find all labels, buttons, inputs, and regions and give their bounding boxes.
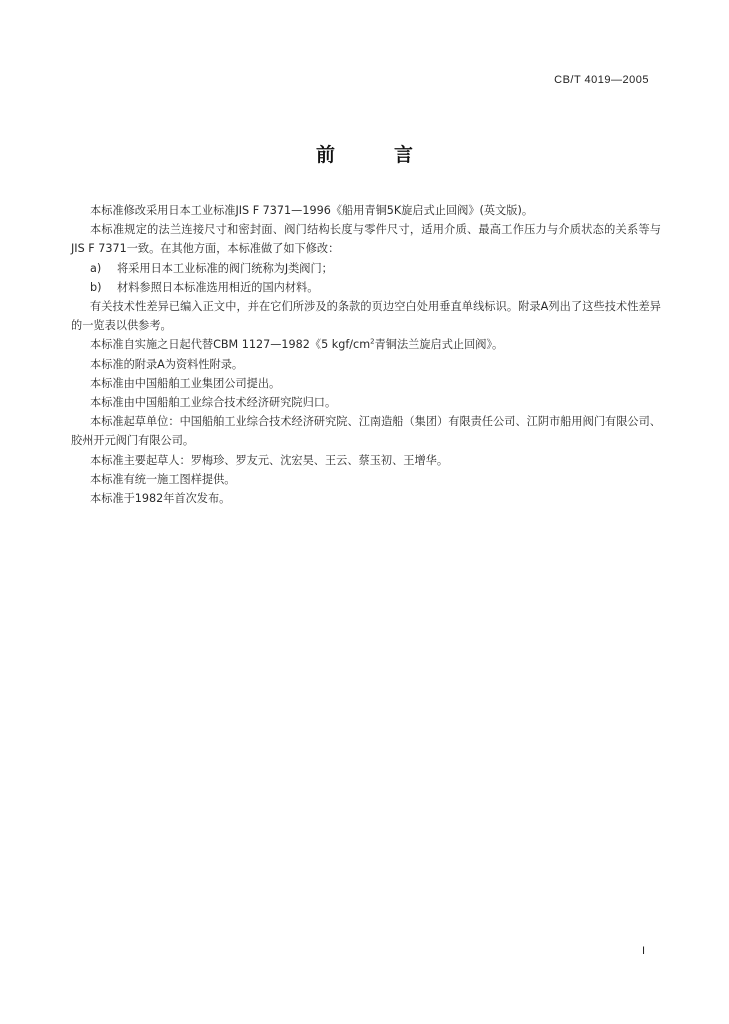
paragraph-annex: 本标准的附录A为资料性附录。 [90,357,244,371]
standard-code: CB/T 4019—2005 [554,74,649,86]
paragraph-first-issue: 本标准于1982年首次发布。 [90,492,231,506]
replacement-text-suffix: 青铜法兰旋启式止回阀》。 [374,338,504,352]
paragraph-centralized: 本标准由中国船舶工业综合技术经济研究院归口。 [90,396,337,410]
page-title: 前 言 [315,144,433,166]
paragraph-drawings: 本标准有统一施工图样提供。 [90,472,236,486]
paragraph-proposer: 本标准由中国船舶工业集团公司提出。 [90,376,281,390]
paragraph-technical-differences: 有关技术性差异已编入正文中，并在它们所涉及的条款的页边空白处用垂直单线标识。附录A列出了这些技术性差异的一览表以供参考。 [71,300,661,333]
paragraph-adoption: 本标准修改采用日本工业标准JIS F 7371—1996《船用青铜5K旋启式止回阀》(英文版)。 [90,204,534,217]
list-marker: b) [90,280,102,294]
list-item-text: 材料参照日本标准选用相近的国内材料。 [117,280,319,294]
list-item-b [71,278,661,297]
superscript-exponent: 2 [370,337,375,346]
paragraph-drafting-units: 本标准起草单位：中国船舶工业综合技术经济研究院、江南造船（集团）有限责任公司、江阴市船用阀门有限公司、胶州开元阀门有限公司。 [71,415,661,448]
list-item-text: 将采用日本工业标准的阀门统称为J类阀门； [117,261,333,275]
paragraph-drafters: 本标准主要起草人：罗梅珍、罗友元、沈宏昊、王云、蔡玉初、王增华。 [90,453,449,467]
paragraph-replacement [71,335,661,354]
page-number: I [641,945,645,957]
paragraph-scope: 本标准规定的法兰连接尺寸和密封面、阀门结构长度与零件尺寸，适用介质、最高工作压力与介质状态的关系等与JIS F 7371一致。在其他方面，本标准做了如下修改： [71,223,661,256]
replacement-text-prefix: 本标准自实施之日起代替CBM 1127—1982《5 kgf/cm [90,338,371,352]
list-marker: a) [90,261,102,275]
list-item-a [71,259,661,278]
foreword-body [71,201,661,508]
